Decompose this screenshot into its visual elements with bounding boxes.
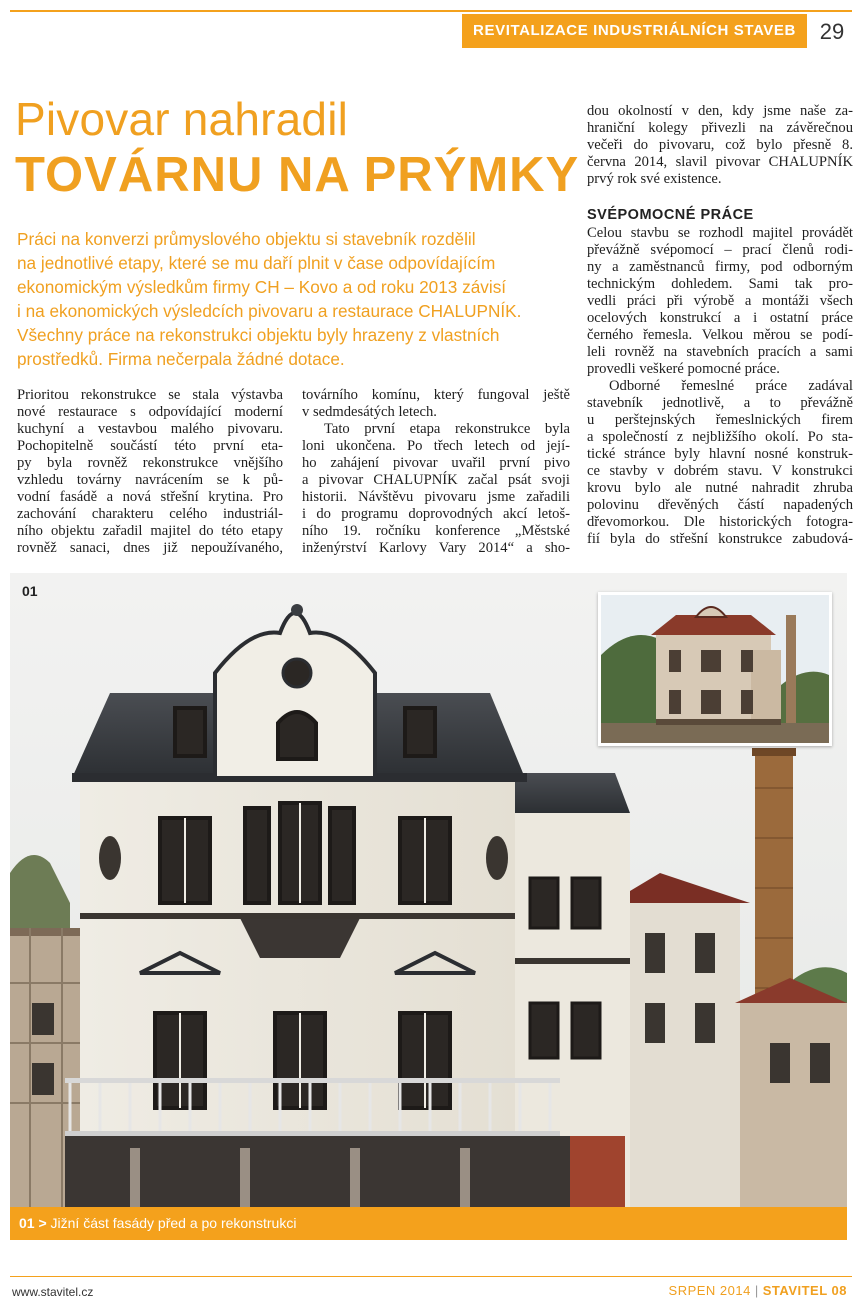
body-line: v sedmdesátých letech. [302, 404, 437, 420]
body-line: rovněž sanaci, dnes již nepoužívaného, [17, 540, 283, 556]
body-column-3 [587, 103, 853, 548]
body-line: převážně svépomocí – prací členů rodi- [587, 242, 853, 258]
issue-date: SRPEN 2014 [668, 1283, 751, 1298]
body-line: loni ukončena. Po třech letech od její- [302, 438, 570, 454]
body-line: ního 19. ročníku konference „Městské [302, 523, 570, 539]
body-line: června 2014, slavil pivovar CHALUPNÍK [587, 154, 853, 170]
body-line: černého řemesla. Velkou měrou se podí- [587, 327, 853, 343]
title-line-2: TOVÁRNU NA PRÝMKY [15, 148, 580, 202]
body-line: tické stránce byly hlavní nosné konstruk- [587, 446, 853, 462]
body-line: Celou stavbu se rozhodl majitel provádět [587, 225, 853, 241]
body-line: zachování charakteru celého industriál- [17, 506, 283, 522]
body-line: ce stavby v dobrém stavu. V konstrukci [587, 463, 853, 479]
body-line: leli rovněž na stavebních pracích a sami [587, 344, 853, 360]
body-line: továrního komínu, který fungoval ještě [302, 387, 570, 403]
lead-line: Všechny práce na rekonstrukci objektu byly hrazeny z vlastních [17, 325, 500, 345]
lead-line: ekonomickým výsledkům firmy CH – Kovo a od roku 2013 závisí [17, 277, 507, 297]
body-line: dou okolností v den, kdy jsme naše za- [587, 103, 853, 119]
body-line: večeři do pivovaru, což bylo přesně 8. [587, 137, 853, 153]
caption-number: 01 > [19, 1215, 47, 1231]
body-line: a pivovar CHALUPNÍK začal psát svoji [302, 472, 570, 488]
page-number: 29 [819, 19, 845, 44]
lead-line: i na ekonomických výsledcích pivovaru a restaurace CHALUPNÍK. [17, 301, 522, 321]
section-label: REVITALIZACE INDUSTRIÁLNÍCH STAVEB [462, 14, 807, 48]
body-column-1 [17, 387, 283, 557]
body-line: Pochopitelně součástí této první eta- [17, 438, 283, 454]
header-rule [10, 10, 852, 12]
body-line: provedli veškeré pomocné práce. [587, 361, 780, 377]
caption-text: Jižní část fasády před a po rekonstrukci [50, 1215, 297, 1231]
body-line: nové restaurace s odpovídající moderní [17, 404, 283, 420]
before-renovation-inset-photo [598, 592, 832, 746]
lead-line: Práci na konverzi průmyslového objektu si stavebník rozdělil [17, 229, 476, 249]
body-line: stavebník jednotlivě, a to převážně [587, 395, 853, 411]
body-line: ního objektu zařadil majitel do této etapy [17, 523, 283, 539]
body-line: fií byla do střešní konstrukce zabudová- [587, 531, 853, 547]
lead-line: na jednotlivé etapy, které se mu daří plnit v čase odpovídajícím [17, 253, 496, 273]
body-line: vzhledu továrny navrácením se k pů- [17, 472, 283, 488]
subheading: SVÉPOMOCNÉ PRÁCE [587, 207, 754, 223]
body-line: vodní fasádě a nová střešní krytina. Pro [17, 489, 283, 505]
body-line: hraniční kolegy přivezli na závěrečnou [587, 120, 853, 136]
website-link[interactable]: www.stavitel.cz [12, 1285, 94, 1299]
footer-separator: | [754, 1283, 759, 1298]
body-line: historii. Návštěvu pivovaru jsme zařadili [302, 489, 570, 505]
body-line: dřevomorkou. Dle historických fotogra- [587, 514, 853, 530]
body-line: Odborné řemeslné práce zadával [609, 378, 853, 394]
body-line: technickým dohledem. Sami tak pro- [587, 276, 853, 292]
body-line: ocelových konstrukcí a i ostatní práce [587, 310, 853, 326]
body-line: prvý rok své existence. [587, 171, 722, 187]
body-line: Prioritou rekonstrukce se stala výstavba [17, 387, 283, 403]
body-line: polovinu dřevěných částí napadených [587, 497, 853, 513]
footer-rule [10, 1276, 852, 1277]
body-line: inženýrství Karlovy Vary 2014“ a sho- [302, 540, 570, 556]
body-line: ho zahájení pivovar uvařil první pivo [302, 455, 570, 471]
figure-number: 01 [22, 583, 38, 599]
body-line: kuchyní a vestavbou malého pivovaru. [17, 421, 283, 437]
body-line: krovu bylo ale nutné nahradit zhruba [587, 480, 853, 496]
body-line: vedli práci při výrobě a montáži všech [587, 293, 853, 309]
body-line: py byla rovněž rekonstrukce vnějšího [17, 455, 283, 471]
lead-paragraph [17, 227, 577, 371]
body-line: ny a zaměstnanců firmy, pod odborným [587, 259, 853, 275]
figure-caption [10, 1207, 847, 1240]
issue-info [669, 1283, 847, 1298]
body-column-2 [302, 387, 570, 557]
lead-line: prostředků. Firma nečerpala žádné dotace. [17, 349, 345, 369]
body-line: u perštejnských řemeslnických firem [587, 412, 853, 428]
body-line: a společností z nejbližšího okolí. Po sta- [587, 429, 853, 445]
publication-name: STAVITEL 08 [762, 1283, 847, 1298]
title-line-1: Pivovar nahradil [15, 93, 349, 145]
body-line: i do programu doprovodných akcí letoš- [302, 506, 570, 522]
body-line: Tato první etapa rekonstrukce byla [324, 421, 570, 437]
